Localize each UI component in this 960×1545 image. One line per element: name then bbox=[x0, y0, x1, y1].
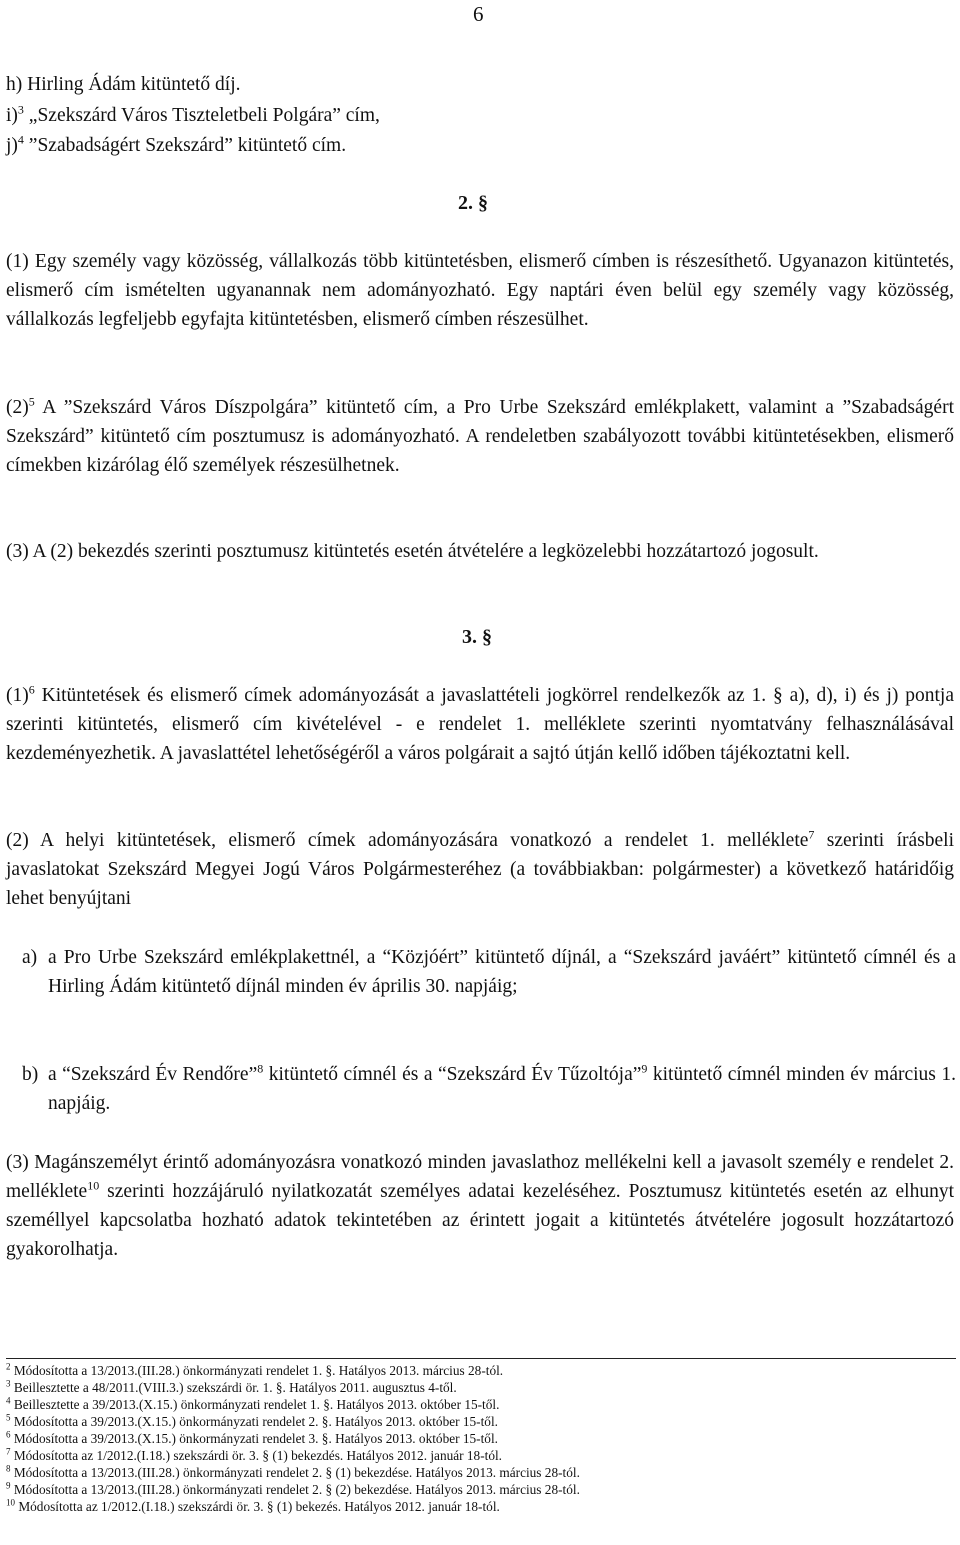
list-item-text: ”Szabadságért Szekszárd” kitüntető cím. bbox=[23, 135, 347, 156]
footnote-number: 7 bbox=[6, 1446, 11, 1457]
paragraph-3-2 bbox=[6, 826, 954, 913]
footnote-text: Módosította az 1/2012.(I.18.) szekszárdi ör. 3. § (1) bekezdés. Hatályos 2012. január 18-tól. bbox=[10, 1448, 502, 1463]
footnote-text: Módosította a 39/2013.(X.15.) önkormányzati rendelet 3. §. Hatályos 2013. október 15-től. bbox=[10, 1431, 498, 1446]
paragraph-prefix: (2) bbox=[6, 397, 29, 418]
paragraph-2-2 bbox=[6, 393, 954, 480]
footnote bbox=[6, 1362, 580, 1379]
paragraph-2-1: (1) Egy személy vagy közösség, vállalkozás több kitüntetésben, elismerő címben is részesíthető. Ugyanazon kitüntetés, elismerő cím ismételten ugyanannak nem adományozható. Egy naptári éven belül egy személy vagy közösség, vállalkozás legfeljebb egyfajta kitüntetésben, elismerő címben részesülhet. bbox=[6, 251, 954, 330]
footnote-number: 3 bbox=[6, 1378, 11, 1389]
footnote-ref[interactable]: 9 bbox=[641, 1061, 648, 1076]
footnote-text: Módosította az 1/2012.(I.18.) szekszárdi ör. 3. § (1) bekezés. Hatályos 2012. január 18-tól. bbox=[15, 1499, 500, 1514]
item-text-part: a “Szekszárd Év Rendőre” bbox=[48, 1064, 258, 1085]
paragraph-2-3: (3) A (2) bekezdés szerinti posztumusz kitüntetés esetén átvételére a legközelebbi hozzátartozó jogosult. bbox=[6, 541, 819, 562]
footnote-number: 6 bbox=[6, 1429, 11, 1440]
paragraph-prefix: (1) bbox=[6, 685, 29, 706]
footnote bbox=[6, 1447, 580, 1464]
footnote-ref[interactable]: 4 bbox=[17, 132, 24, 147]
paragraph-3-3 bbox=[6, 1148, 954, 1264]
paragraph-3-1 bbox=[6, 681, 954, 768]
footnote-number: 5 bbox=[6, 1412, 11, 1423]
deadline-item-a bbox=[22, 943, 956, 1001]
footnote-text: Módosította a 39/2013.(X.15.) önkormányzati rendelet 2. §. Hatályos 2013. október 15-től. bbox=[10, 1414, 498, 1429]
footnote-text: Módosította a 13/2013.(III.28.) önkormányzati rendelet 1. §. Hatályos 2013. március 28-tól. bbox=[10, 1363, 504, 1378]
item-text-part: kitüntető címnél minden év március 1. napjáig. bbox=[48, 1064, 957, 1114]
item-text: a Pro Urbe Szekszárd emlékplakettnél, a “Közjóért” kitüntető díjnál, a “Szekszárd javáért” kitüntető címnél és a Hirling Ádám kitüntető díjnál minden év április 30. napjáig; bbox=[48, 947, 956, 997]
footnote-ref[interactable]: 7 bbox=[808, 827, 815, 842]
footnote-separator bbox=[6, 1358, 956, 1359]
footnote-number: 10 bbox=[6, 1497, 15, 1508]
list-item-prefix: j) bbox=[6, 135, 18, 156]
section-heading-3: 3. § bbox=[462, 626, 492, 648]
footnote-text: Beillesztette a 48/2011.(VIII.3.) szekszárdi ör. 1. §. Hatályos 2011. augusztus 4-től. bbox=[10, 1380, 457, 1395]
page-number: 6 bbox=[473, 2, 484, 26]
list-item-text: h) Hirling Ádám kitüntető díj. bbox=[6, 74, 241, 95]
footnote bbox=[6, 1413, 580, 1430]
item-label: b) bbox=[22, 1064, 39, 1085]
footnote-number: 8 bbox=[6, 1463, 11, 1474]
list-item-j bbox=[6, 133, 346, 159]
footnote bbox=[6, 1464, 580, 1481]
deadline-item-b bbox=[22, 1060, 956, 1118]
footnote-text: Beillesztette a 39/2013.(X.15.) önkormányzati rendelet 1. §. Hatályos 2013. október 15-től. bbox=[10, 1397, 500, 1412]
section-heading-2: 2. § bbox=[458, 192, 488, 214]
item-text-part: kitüntető címnél és a “Szekszárd Év Tűzoltója” bbox=[263, 1064, 642, 1085]
footnotes bbox=[6, 1362, 580, 1515]
footnote bbox=[6, 1481, 580, 1498]
footnote-ref[interactable]: 10 bbox=[87, 1178, 100, 1193]
footnote-ref[interactable]: 3 bbox=[17, 102, 24, 117]
footnote-ref[interactable]: 5 bbox=[28, 394, 35, 409]
paragraph-text: szerinti írásbeli javaslatokat Szekszárd Megyei Jogú Város Polgármesteréhez (a továbbiakban: polgármester) a következő határidőig lehet benyújtani bbox=[6, 830, 954, 909]
footnote bbox=[6, 1498, 580, 1515]
paragraph-text: Kitüntetések és elismerő címek adományozását a javaslattételi jogkörrel rendelkezők az 1. § a), d), i) és j) pontja szerinti kitüntetés, elismerő cím kivételével - e rendelet 1. melléklete szerinti nyomtatvány felhasználásával kezdeményezhetik. A javaslattétel lehetőségéről a város polgárait a sajtó útján kellő időben tájékoztatni kell. bbox=[6, 685, 954, 764]
footnote-ref[interactable]: 8 bbox=[257, 1061, 264, 1076]
footnote-number: 2 bbox=[6, 1361, 11, 1372]
footnote-number: 4 bbox=[6, 1395, 11, 1406]
footnote bbox=[6, 1396, 580, 1413]
footnote bbox=[6, 1379, 580, 1396]
list-item-text: „Szekszárd Város Tiszteletbeli Polgára” cím, bbox=[23, 105, 380, 126]
footnote-text: Módosította a 13/2013.(III.28.) önkormányzati rendelet 2. § (1) bekezdése. Hatályos 2013. március 28-tól. bbox=[10, 1465, 580, 1480]
paragraph-text: (2) A helyi kitüntetések, elismerő címek adományozására vonatkozó a rendelet 1. melléklete bbox=[6, 830, 809, 851]
list-item-h bbox=[6, 72, 241, 98]
paragraph-text: szerinti hozzájáruló nyilatkozatát személyes adatai kezeléséhez. Posztumusz kitüntetés esetén az elhunyt személlyel kapcsolatba hozható adatok tekintetében az érintett jogait a kitüntetés átvételére jogosult hozzátartozó gyakorolhatja. bbox=[6, 1181, 954, 1260]
footnote-text: Módosította a 13/2013.(III.28.) önkormányzati rendelet 2. § (2) bekezdése. Hatályos 2013. március 28-tól. bbox=[10, 1482, 580, 1497]
paragraph-text: A ”Szekszárd Város Díszpolgára” kitüntető cím, a Pro Urbe Szekszárd emlékplakett, valamint a ”Szabadságért Szekszárd” kitüntető cím posztumusz is adományozható. A rendeletben szabályozott további kitüntetésekben, elismerő címekben kizárólag élő személyek részesülhetnek. bbox=[6, 397, 954, 476]
footnote-ref[interactable]: 6 bbox=[28, 682, 35, 697]
footnote bbox=[6, 1430, 580, 1447]
item-label: a) bbox=[22, 947, 38, 968]
list-item-prefix: i) bbox=[6, 105, 18, 126]
item-text bbox=[22, 1060, 956, 1118]
footnote-number: 9 bbox=[6, 1480, 11, 1491]
paragraph-text: (3) Magánszemélyt érintő adományozásra vonatkozó minden javaslathoz mellékelni kell a javasolt személy e rendelet 2. melléklete bbox=[6, 1152, 954, 1202]
list-item-i bbox=[6, 103, 380, 129]
